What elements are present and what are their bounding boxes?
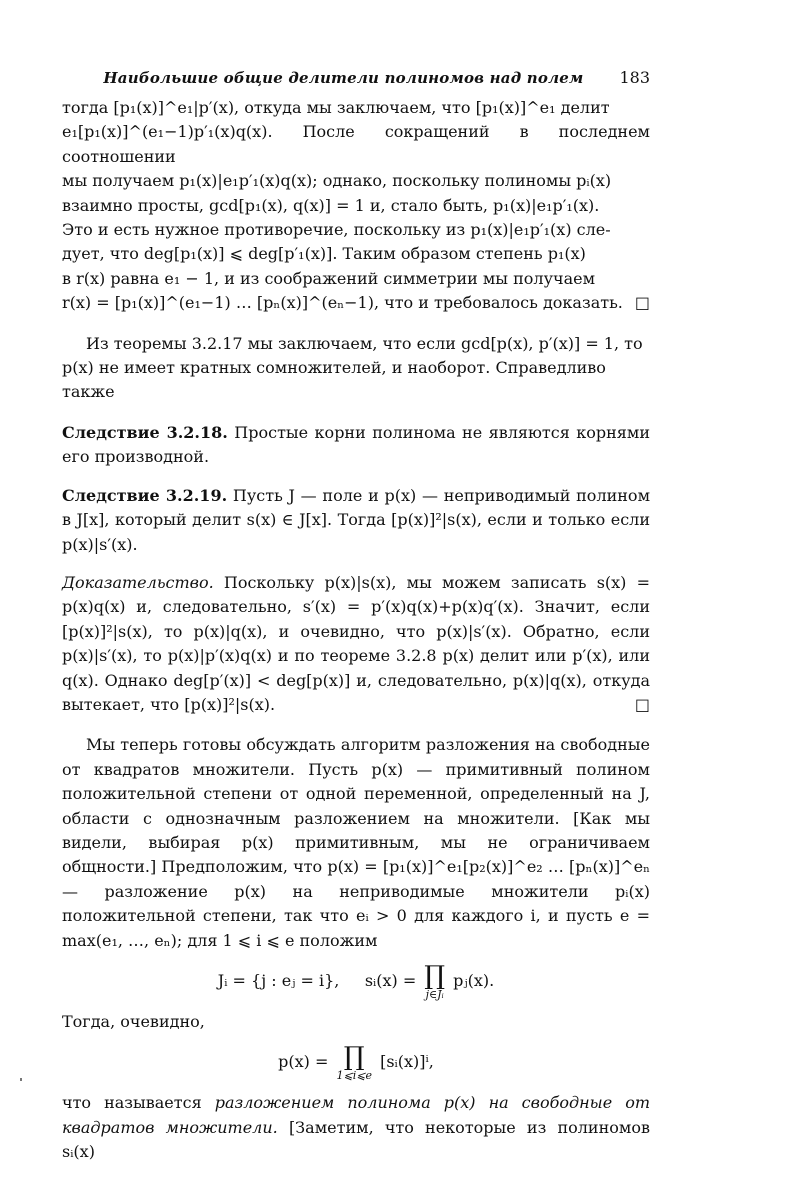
proof-end-block — [62, 96, 650, 316]
qed-symbol: □ — [634, 694, 650, 714]
display-formula-2 — [62, 1044, 650, 1081]
final-after: [Заметим, что некоторые из полиномов sᵢ(x) — [62, 1117, 650, 1162]
text-line: Из теоремы 3.2.17 мы заключаем, что если gcd[p(x), p′(x)] = 1, то — [86, 333, 643, 353]
product-symbol: ∏ — [343, 1042, 365, 1073]
proof-3-2-19 — [62, 571, 650, 717]
running-header — [78, 66, 650, 96]
text-line: Это и есть нужное противоречие, поскольку из p₁(x)|e₁p′₁(x) сле- — [62, 220, 611, 240]
final-before: что называется — [62, 1093, 202, 1113]
scan-speck — [20, 1078, 22, 1081]
formula-j-set: Jᵢ = {j : eⱼ = i}, — [217, 971, 340, 990]
corollary-text: Простые корни полинома не являются корнями его производной. — [62, 422, 650, 467]
running-title: Наибольшие общие делители полиномов над полем — [103, 69, 584, 87]
proof-text: Поскольку p(x)|s(x), мы можем записать s(x) = p(x)q(x) и, следовательно, s′(x) = p′(x)q(x)+p(x)q′(x). Значит, если [p(x)]²|s(x), то p(x)|q(x), и очевидно, что p(x)|s′(x). Обратно, если p(x)|s′(x), то p(x)|p′(x)q(x) и по теореме 3.2.8 p(x) делит или p′(x), или q(x). Однако deg[p′(x)] < deg[p(x)] и, следовательно, p(x)|q(x), откуда вытекает, что [p(x)]²|s(x). — [62, 572, 650, 714]
book-page — [62, 66, 650, 1165]
proof-label: Доказательство. — [62, 572, 214, 592]
formula-s-lhs: sᵢ(x) = — [364, 971, 417, 990]
paragraph-after-theorem — [62, 332, 650, 405]
qed-symbol: □ — [634, 293, 650, 313]
text-line: взаимно просты, gcd[p₁(x), q(x)] = 1 и, стало быть, p₁(x)|e₁p′₁(x). — [62, 195, 600, 215]
paragraph-algorithm: Мы теперь готовы обсуждать алгоритм разложения на свободные от квадратов множители. Пусть p(x) — примитивный полином положительной степени от одной переменной, определенный на J, области с однозначным разложением на множители. [Как мы видели, выбирая p(x) примитивным, мы не ограничиваем общности.] Предположим, что p(x) = [p₁(x)]^e₁[p₂(x)]^e₂ … [pₙ(x)]^eₙ — разложение p(x) на неприводимые множители pᵢ(x) положительной степени, так что eᵢ > 0 для каждого i, и пусть e = max(e₁, …, eₙ); для 1 ⩽ i ⩽ e положим — [62, 735, 650, 950]
text-line — [62, 291, 650, 315]
display-formula-1 — [62, 963, 650, 1000]
final-term: разложением полинома p(x) на свободные от квадратов множители. — [62, 1093, 651, 1137]
paragraph-final — [62, 1091, 650, 1164]
text-line: тогда [p₁(x)]^e₁|p′(x), откуда мы заключаем, что [p₁(x)]^e₁ делит — [62, 98, 610, 117]
formula-s-rhs: pⱼ(x). — [453, 971, 495, 990]
text-line: дует, что deg[p₁(x)] ⩽ deg[p′₁(x)]. Таким образом степень p₁(x) — [62, 244, 586, 264]
text-line: также — [62, 382, 115, 402]
product-symbol: ∏ — [424, 961, 446, 991]
corollary-3-2-18 — [62, 421, 650, 470]
text-line-content: r(x) = [p₁(x)]^(e₁−1) … [pₙ(x)]^(eₙ−1), что и требовалось доказать. — [62, 293, 623, 313]
corollary-3-2-19 — [62, 484, 650, 557]
then-text: Тогда, очевидно, — [62, 1012, 205, 1031]
text-line: в r(x) равна e₁ − 1, и из соображений симметрии мы получаем — [62, 268, 596, 288]
formula-p-lhs: p(x) = — [278, 1052, 329, 1072]
text-line: e₁[p₁(x)]^(e₁−1)p′₁(x)q(x). После сокращений в последнем соотношении — [62, 122, 650, 166]
text-line: p(x) не имеет кратных сомножителей, и наоборот. Справедливо — [62, 358, 606, 378]
product-operator — [337, 1044, 372, 1081]
product-operator — [424, 963, 445, 1000]
corollary-text: Пусть J — поле и p(x) — неприводимый полином в J[x], который делит s(x) ∈ J[x]. Тогда [p(x)]²|s(x), если и только если p(x)|s′(x). — [62, 485, 651, 554]
product-limit: 1⩽i⩽e — [336, 1069, 372, 1083]
product-limit: j∈Jᵢ — [425, 988, 444, 1001]
formula-p-rhs: [sᵢ(x)]ⁱ, — [380, 1052, 434, 1072]
corollary-label: Следствие 3.2.18. — [62, 422, 228, 442]
corollary-label: Следствие 3.2.19. — [62, 485, 228, 505]
page-number: 183 — [619, 68, 650, 87]
text-line: мы получаем p₁(x)|e₁p′₁(x)q(x); однако, поскольку полиномы pᵢ(x) — [62, 171, 612, 191]
